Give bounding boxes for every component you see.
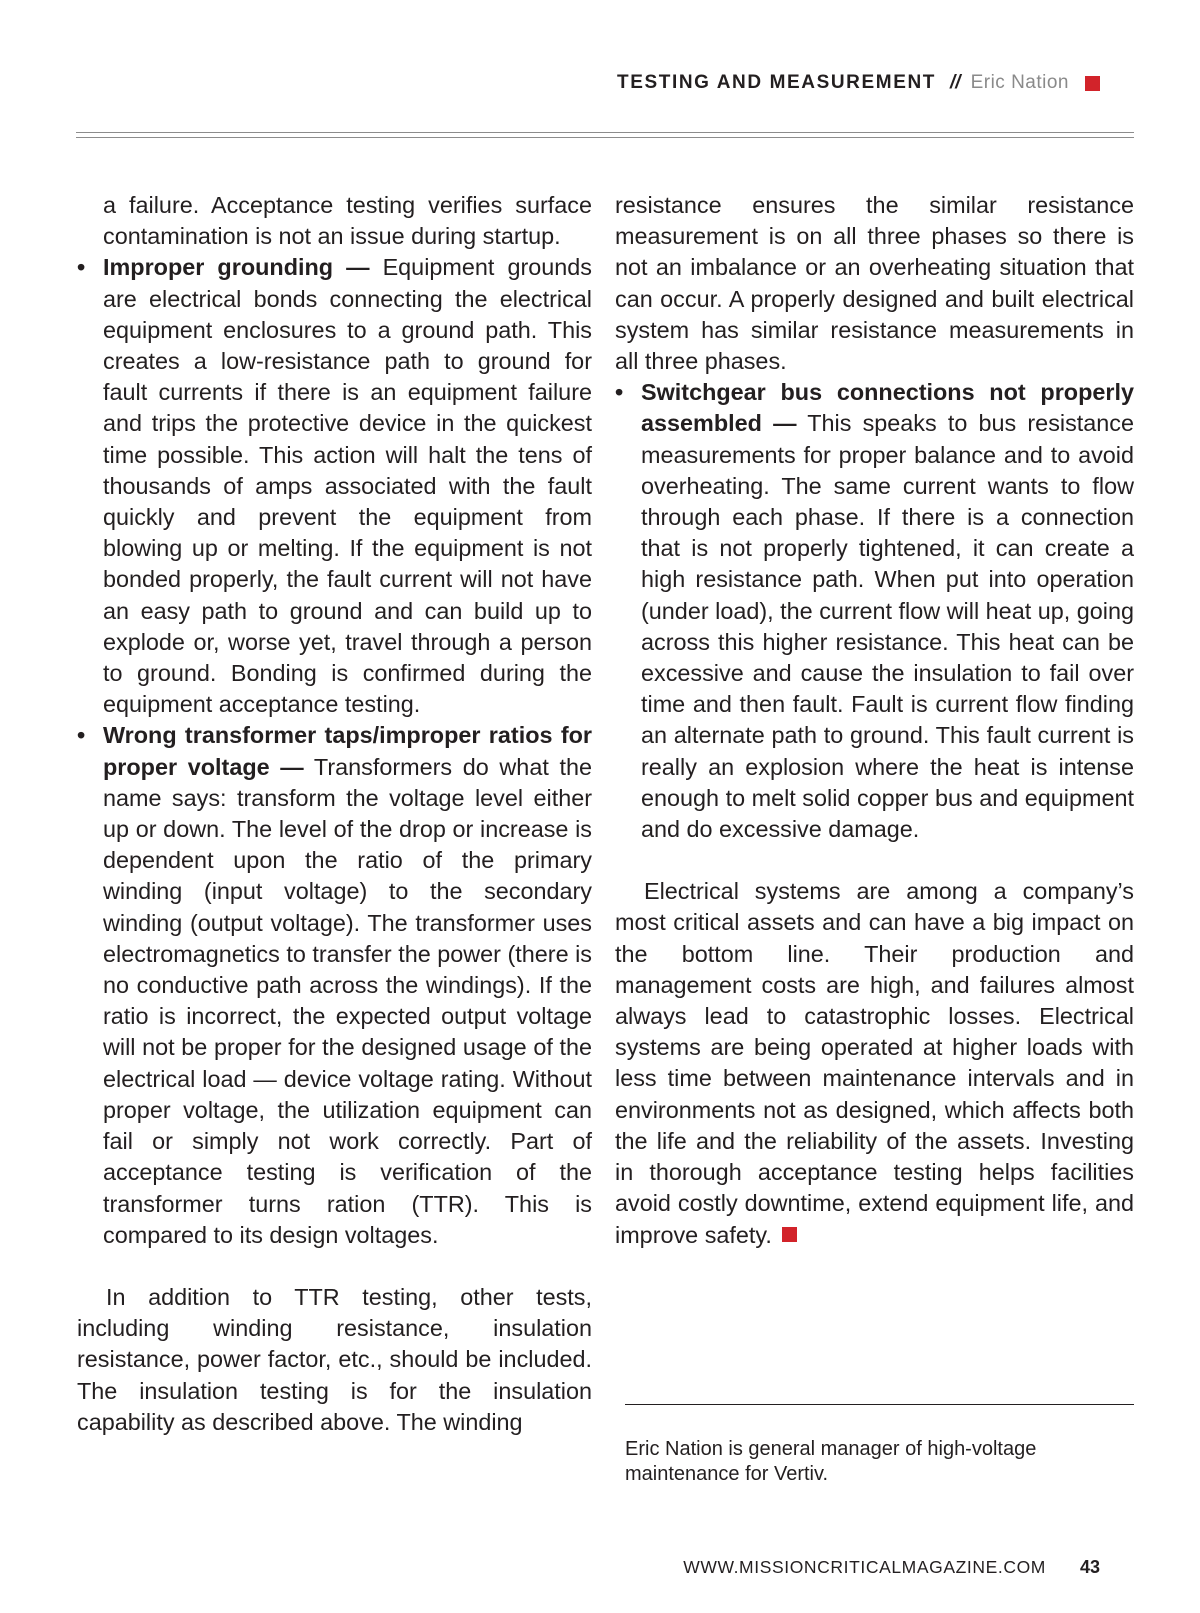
bullet-text: Transformers do what the name says: transform the voltage level either up or down. The level of the drop or increase is dependent upon the ratio of the primary winding (input voltage) to the secondary winding (output voltage). The transformer uses electromagnetics to transfer the power (there is no conductive path across the windings). If the ratio is incorrect, the expected output voltage will not be proper for the designed usage of the electrical load — device voltage rating. Without proper voltage, the utilization equipment can fail or simply not work correctly. Part of acceptance testing is verification of the transformer turns ration (TTR). This is compared to its design voltages. — [103, 753, 592, 1248]
right-column — [615, 190, 1134, 1251]
header-author: Eric Nation — [970, 72, 1069, 93]
left-column — [77, 190, 592, 1438]
body-paragraph: In addition to TTR testing, other tests, including winding resistance, insulation resistance, power factor, etc., should be included. The insulation testing is for the insulation capability as described above. The winding — [77, 1283, 592, 1435]
paragraph-gap — [615, 845, 1134, 876]
running-header — [617, 70, 1100, 96]
closing-text: Electrical systems are among a company’s most critical assets and can have a big impact on the bottom line. Their production and management costs are high, and failures almost always lead to catastrophic losses. Electrical systems are being operated at higher loads with less time between maintenance intervals and in environments not as designed, which affects both the life and the reliability of the assets. Investing in thorough acceptance testing helps facilities avoid costly downtime, extend equipment life, and improve safety. — [615, 878, 1134, 1248]
bullet-lead: Wrong transformer taps/improper ratios for proper voltage — — [103, 722, 592, 780]
header-double-rule — [76, 132, 1134, 138]
paragraph-gap — [77, 1251, 592, 1282]
bullet-wrong-transformer-taps — [77, 720, 592, 1250]
bullet-improper-grounding — [77, 252, 592, 720]
author-bio: Eric Nation is general manager of high-voltage maintenance for Vertiv. — [625, 1438, 1037, 1485]
bullet-lead: Improper grounding — — [103, 254, 370, 281]
bullet-lead: Switchgear bus connections not properly assembled — — [641, 379, 1134, 437]
bullet-icon: • — [77, 722, 86, 749]
bullet-icon: • — [77, 254, 86, 281]
bullet-icon: • — [615, 379, 624, 406]
header-separator: // — [950, 72, 961, 93]
continuation-text: resistance ensures the similar resistance measurement is on all three phases so there is not an imbalance or an overheating situation that can occur. A properly designed and built electrical system has similar resistance measurements in all three phases. — [615, 192, 1134, 375]
bullet-switchgear-bus — [615, 377, 1134, 845]
section-title: TESTING AND MEASUREMENT — [617, 72, 937, 93]
end-mark-icon — [782, 1227, 797, 1242]
page-footer — [683, 1557, 1100, 1578]
bullet-text: This speaks to bus resistance measurements for proper balance and to avoid overheating. The same current wants to flow through each phase. If there is a connection that is not properly tightened, it can create a high resistance path. When put into operation (under load), the current flow will heat up, going across this higher resistance. This heat can be excessive and cause the insulation to fail over time and then fault. Fault is current flow finding an alternate path to ground. This fault current is really an explosion where the heat is intense enough to melt solid copper bus and equipment and do excessive damage. — [641, 410, 1135, 843]
bullet-text: Equipment grounds are electrical bonds connecting the electrical equipment enclosures to a ground path. This creates a low-resistance path to ground for fault currents if there is an equipment failure and trips the protective device in the quickest time possible. This action will halt the tens of thousands of amps associated with the fault quickly and prevent the equipment from blowing up or melting. If the equipment is not bonded properly, the fault current will not have an easy path to ground and can build up to explode or, worse yet, travel through a person to ground. Bonding is confirmed during the equipment acceptance testing. — [103, 254, 592, 718]
website-url: WWW.MISSIONCRITICALMAGAZINE.COM — [683, 1557, 1046, 1577]
bio-rule — [625, 1404, 1134, 1405]
closing-paragraph — [615, 876, 1134, 1250]
red-square-icon — [1085, 76, 1100, 91]
page-number: 43 — [1079, 1557, 1100, 1577]
continuation-text: a failure. Acceptance testing verifies surface contamination is not an issue during startup. — [103, 192, 592, 250]
